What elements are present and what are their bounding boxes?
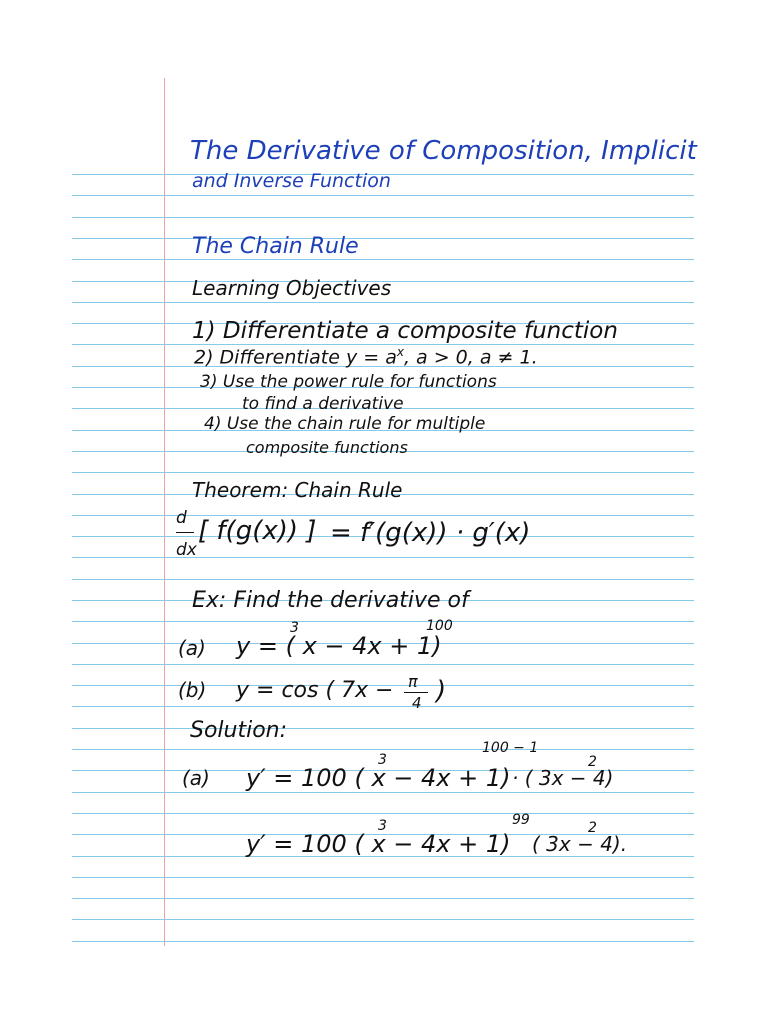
ruled-line bbox=[72, 749, 694, 750]
example-a-cube: 3 bbox=[290, 620, 299, 636]
ruled-line bbox=[72, 302, 694, 303]
theorem-lhs: [ f(g(x)) ] bbox=[198, 516, 317, 546]
solution-line1-cube: 3 bbox=[378, 752, 387, 768]
ruled-line bbox=[72, 898, 694, 899]
solution-line2-cube: 3 bbox=[378, 818, 387, 834]
objective-item-3: 3) Use the power rule for functions bbox=[200, 372, 497, 392]
solution-line2-square: 2 bbox=[588, 820, 597, 836]
theorem-d-denominator: dx bbox=[176, 540, 197, 560]
solution-line2-tail: ( 3x − 4). bbox=[532, 832, 628, 856]
example-heading: Ex: Find the derivative of bbox=[192, 588, 469, 613]
example-b-expression: y = cos ( 7x − bbox=[236, 678, 394, 703]
example-b-label: (b) bbox=[178, 678, 207, 702]
objective-item-3-cont: to find a derivative bbox=[242, 394, 404, 414]
ruled-line bbox=[72, 728, 694, 729]
theorem-heading: Theorem: Chain Rule bbox=[192, 478, 403, 502]
example-b-fraction-bar bbox=[404, 692, 428, 693]
ruled-line bbox=[72, 919, 694, 920]
ruled-line bbox=[72, 515, 694, 516]
theorem-fraction-bar bbox=[176, 532, 194, 533]
objective-item-4: 4) Use the chain rule for multiple bbox=[204, 414, 486, 434]
ruled-line bbox=[72, 664, 694, 665]
objective-item-4-cont: composite functions bbox=[246, 438, 408, 457]
example-b-fraction-num: π bbox=[408, 672, 418, 691]
theorem-rhs: = f′(g(x)) · g′(x) bbox=[330, 518, 531, 548]
ruled-line bbox=[72, 813, 694, 814]
ruled-line bbox=[72, 941, 694, 942]
solution-a-label: (a) bbox=[182, 766, 210, 790]
solution-line2: y′ = 100 ( x − 4x + 1) bbox=[246, 830, 511, 858]
objective-item-1: 1) Differentiate a composite function bbox=[192, 318, 618, 344]
ruled-line bbox=[72, 557, 694, 558]
solution-line2-power: 99 bbox=[512, 812, 530, 828]
objective-item-2-exponent: x bbox=[396, 345, 404, 359]
example-b-close: ) bbox=[436, 676, 447, 706]
example-a-label: (a) bbox=[178, 636, 206, 660]
page-title-line1: The Derivative of Composition, Implicit bbox=[190, 136, 697, 166]
theorem-d-numerator: d bbox=[176, 508, 187, 528]
objective-item-2-tail: , a > 0, a ≠ 1. bbox=[403, 346, 538, 369]
ruled-line bbox=[72, 238, 694, 239]
ruled-line bbox=[72, 217, 694, 218]
example-b-fraction-den: 4 bbox=[412, 694, 422, 712]
ruled-line bbox=[72, 706, 694, 707]
ruled-line bbox=[72, 579, 694, 580]
solution-heading: Solution: bbox=[190, 718, 288, 743]
ruled-line bbox=[72, 259, 694, 260]
ruled-line bbox=[72, 621, 694, 622]
section-heading: The Chain Rule bbox=[192, 234, 359, 259]
objectives-heading: Learning Objectives bbox=[192, 276, 392, 300]
solution-line1: y′ = 100 ( x − 4x + 1) bbox=[246, 764, 511, 792]
page-title-line2: and Inverse Function bbox=[192, 170, 391, 192]
objective-item-2 bbox=[194, 345, 538, 368]
example-a-expression: y = ( x − 4x + 1) bbox=[236, 632, 442, 660]
ruled-line bbox=[72, 472, 694, 473]
solution-line1-tail: · ( 3x − 4) bbox=[512, 766, 614, 790]
example-a-power: 100 bbox=[426, 618, 453, 634]
solution-line1-square: 2 bbox=[588, 754, 597, 770]
ruled-line bbox=[72, 195, 694, 196]
objective-item-2-text: 2) Differentiate y = a bbox=[194, 346, 397, 369]
margin-line bbox=[164, 78, 165, 946]
ruled-line bbox=[72, 877, 694, 878]
ruled-line bbox=[72, 792, 694, 793]
solution-line1-power: 100 − 1 bbox=[482, 740, 539, 756]
